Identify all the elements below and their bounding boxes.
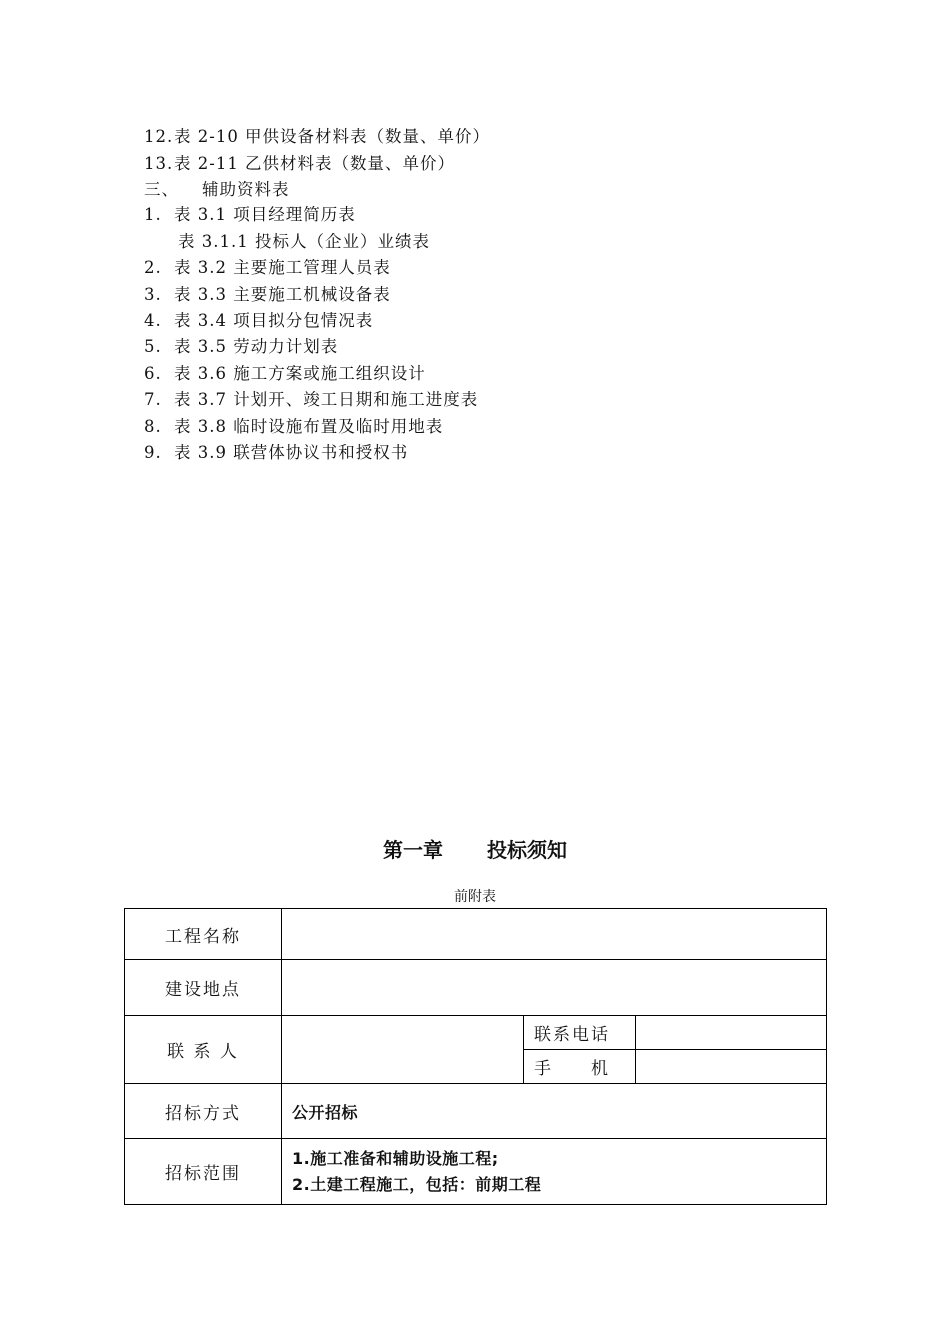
toc-item bbox=[144, 360, 426, 384]
mobile-value bbox=[636, 1050, 827, 1084]
toc-item-text: 表 3.1.1 投标人（企业）业绩表 bbox=[178, 232, 430, 251]
toc-item-text: 表 2-11 乙供材料表（数量、单价） bbox=[174, 154, 456, 173]
scope-value bbox=[282, 1139, 827, 1205]
toc-item-number: 6. bbox=[144, 364, 162, 383]
toc-item-text: 表 3.6 施工方案或施工组织设计 bbox=[174, 364, 426, 383]
toc-section-heading bbox=[144, 176, 290, 200]
toc-item bbox=[144, 201, 356, 225]
toc-item bbox=[144, 281, 391, 305]
location-label: 建设地点 bbox=[125, 960, 282, 1016]
toc-item-number: 8. bbox=[144, 417, 162, 436]
chapter-number: 第一章 bbox=[383, 838, 443, 862]
contact-label: 联 系 人 bbox=[125, 1016, 282, 1084]
toc-item-text: 表 3.2 主要施工管理人员表 bbox=[174, 258, 391, 277]
toc-section-title: 辅助资料表 bbox=[202, 180, 290, 199]
project-name-value bbox=[282, 909, 827, 960]
toc-item-text: 表 3.9 联营体协议书和授权书 bbox=[174, 443, 409, 462]
toc-item-text: 表 3.7 计划开、竣工日期和施工进度表 bbox=[174, 390, 479, 409]
table-caption: 前附表 bbox=[454, 889, 496, 905]
toc-item bbox=[144, 123, 490, 147]
method-label: 招标方式 bbox=[125, 1084, 282, 1139]
toc-item-text: 表 3.5 劳动力计划表 bbox=[174, 337, 339, 356]
toc-item-number: 2. bbox=[144, 258, 162, 277]
tender-info-table bbox=[124, 908, 827, 1205]
toc-item bbox=[144, 413, 443, 437]
toc-item-text: 表 3.1 项目经理简历表 bbox=[174, 205, 356, 224]
project-name-label: 工程名称 bbox=[125, 909, 282, 960]
toc-item bbox=[144, 333, 338, 357]
toc-item bbox=[144, 254, 391, 278]
chapter-title: 投标须知 bbox=[487, 838, 567, 862]
toc-item-number: 12. bbox=[144, 127, 174, 146]
toc-item-number: 13. bbox=[144, 154, 174, 173]
toc-item-number: 4. bbox=[144, 311, 162, 330]
toc-item bbox=[144, 307, 373, 331]
toc-item bbox=[144, 439, 408, 463]
toc-item-number: 9. bbox=[144, 443, 162, 462]
toc-item-number: 7. bbox=[144, 390, 162, 409]
mobile-label: 手 机 bbox=[524, 1050, 636, 1084]
contact-value bbox=[282, 1016, 524, 1084]
location-value bbox=[282, 960, 827, 1016]
scope-label: 招标范围 bbox=[125, 1139, 282, 1205]
toc-item-number: 5. bbox=[144, 337, 162, 356]
toc-item-text: 表 3.8 临时设施布置及临时用地表 bbox=[174, 417, 444, 436]
toc-item-text: 表 2-10 甲供设备材料表（数量、单价） bbox=[174, 127, 491, 146]
toc-item-text: 表 3.3 主要施工机械设备表 bbox=[174, 285, 391, 304]
toc-item bbox=[144, 150, 455, 174]
chapter-heading bbox=[0, 834, 950, 863]
toc-item-number: 3. bbox=[144, 285, 162, 304]
scope-line: 2.土建工程施工，包括：前期工程 bbox=[292, 1174, 542, 1194]
toc-item-text: 表 3.4 项目拟分包情况表 bbox=[174, 311, 374, 330]
toc-section-number: 三、 bbox=[144, 180, 179, 199]
phone-label: 联系电话 bbox=[524, 1016, 636, 1050]
toc-subitem bbox=[178, 228, 430, 252]
toc-item bbox=[144, 386, 478, 410]
toc-item-number: 1. bbox=[144, 205, 162, 224]
phone-value bbox=[636, 1016, 827, 1050]
method-value: 公开招标 bbox=[282, 1084, 827, 1139]
scope-line: 1.施工准备和辅助设施工程; bbox=[292, 1148, 499, 1168]
